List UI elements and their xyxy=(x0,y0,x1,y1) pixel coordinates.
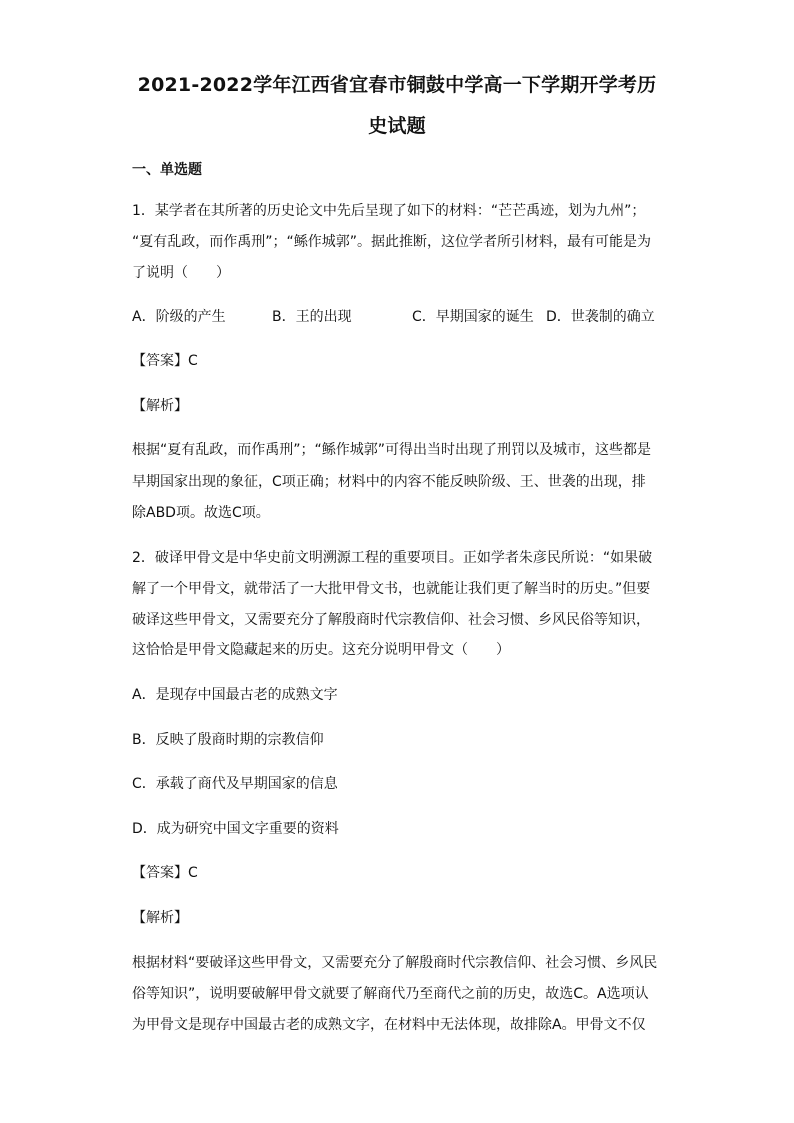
q2-stem-line: 破译这些甲骨文，又需要充分了解殷商时代宗教信仰、社会习惯、乡风民俗等知识， xyxy=(132,612,650,628)
q1-answer: 【答案】C xyxy=(132,353,198,369)
q1-option-d: D．世袭制的确立 xyxy=(546,309,655,325)
document-title-line1: 2021-2022学年江西省宜春市铜鼓中学高一下学期开学考历 xyxy=(137,74,657,96)
q1-option-c: C．早期国家的诞生 xyxy=(412,309,534,325)
q2-stem-line: 这恰恰是甲骨文隐藏起来的历史。这充分说明甲骨文（ ） xyxy=(132,642,510,658)
q1-option-b: B．王的出现 xyxy=(272,309,352,325)
q1-analysis-line: 除ABD项。故选C项。 xyxy=(132,505,270,521)
document-title-line2: 史试题 xyxy=(368,115,426,137)
q1-analysis-line: 根据“夏有乱政，而作禹刑”；“鲧作城郭”可得出当时出现了刑罚以及城市，这些都是 xyxy=(132,442,652,458)
q2-option-b: B．反映了殷商时期的宗教信仰 xyxy=(132,732,324,748)
q2-answer: 【答案】C xyxy=(132,865,198,881)
q2-analysis-line: 俗等知识”，说明要破解甲骨文就要了解商代乃至商代之前的历史，故选C。A选项认 xyxy=(132,986,649,1002)
q2-option-a: A．是现存中国最古老的成熟文字 xyxy=(132,687,338,703)
q1-option-a: A．阶级的产生 xyxy=(132,309,226,325)
section-heading: 一、单选题 xyxy=(132,162,202,178)
q2-option-d: D．成为研究中国文字重要的资料 xyxy=(132,821,339,837)
q2-analysis-line: 根据材料“要破译这些甲骨文，又需要充分了解殷商时代宗教信仰、社会习惯、乡风民 xyxy=(132,955,658,971)
q1-analysis-label: 【解析】 xyxy=(132,398,188,414)
q1-stem-line: 1．某学者在其所著的历史论文中先后呈现了如下的材料：“芒芒禹迹，划为九州”； xyxy=(132,203,646,219)
q2-analysis-line: 为甲骨文是现存中国最古老的成熟文字，在材料中无法体现，故排除A。甲骨文不仅 xyxy=(132,1017,646,1033)
q1-stem-line: 了说明（ ） xyxy=(132,265,230,281)
q1-stem-line: “夏有乱政，而作禹刑”；“鲧作城郭”。据此推断，这位学者所引材料，最有可能是为 xyxy=(132,234,652,250)
q2-stem-line: 2．破译甲骨文是中华史前文明溯源工程的重要项目。正如学者朱彦民所说：“如果破 xyxy=(132,550,653,566)
q1-analysis-line: 早期国家出现的象征，C项正确；材料中的内容不能反映阶级、王、世袭的出现，排 xyxy=(132,474,646,490)
q2-analysis-label: 【解析】 xyxy=(132,910,188,926)
q2-option-c: C．承载了商代及早期国家的信息 xyxy=(132,776,338,792)
q2-stem-line: 解了一个甲骨文，就带活了一大批甲骨文书，也就能让我们更了解当时的历史。”但要 xyxy=(132,581,651,597)
